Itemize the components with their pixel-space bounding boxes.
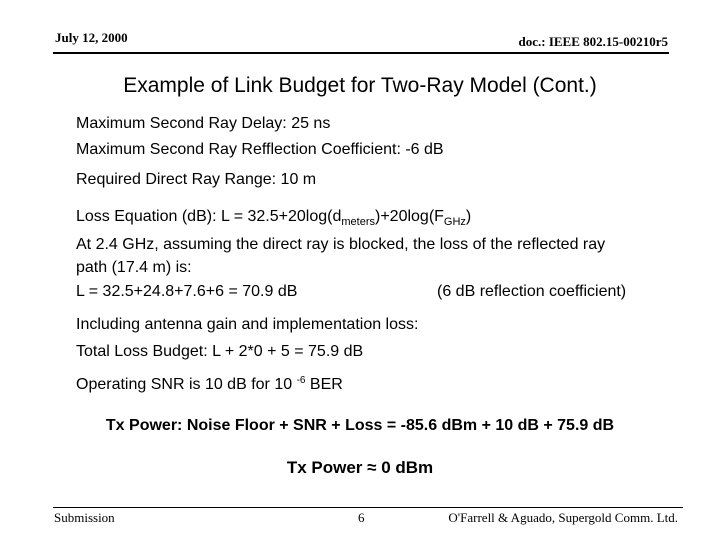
slide-title: Example of Link Budget for Two-Ray Model (Cont.) bbox=[123, 74, 597, 97]
including-line: Including antenna gain and implementation loss: bbox=[76, 316, 419, 333]
footer-page-number: 6 bbox=[358, 510, 365, 525]
loss-eq-prefix: Loss Equation (dB): L = 32.5+20log(d bbox=[76, 208, 342, 225]
assumption-line-1: At 2.4 GHz, assuming the direct ray is blocked, the loss of the reflected ray bbox=[76, 236, 606, 253]
reflection-note: (6 dB reflection coefficient) bbox=[437, 283, 627, 300]
assumption-line-2: path (17.4 m) is: bbox=[76, 259, 192, 276]
loss-calculation: L = 32.5+24.8+7.6+6 = 70.9 dB bbox=[76, 283, 298, 300]
loss-eq-mid: )+20log(F bbox=[375, 208, 444, 225]
snr-prefix: Operating SNR is 10 dB for 10 bbox=[76, 376, 297, 393]
loss-eq-suffix: ) bbox=[465, 208, 472, 225]
header-divider bbox=[53, 52, 669, 54]
tx-power-equation: Tx Power: Noise Floor + SNR + Loss = -85.6 dBm + 10 dB + 75.9 dB bbox=[105, 417, 615, 434]
header-date: July 12, 2000 bbox=[55, 30, 128, 45]
loss-eq-subscript-ghz: GHz bbox=[443, 216, 466, 228]
footer-authors: O'Farrell & Aguado, Supergold Comm. Ltd. bbox=[448, 510, 678, 525]
footer-divider bbox=[53, 507, 683, 508]
total-loss-line: Total Loss Budget: L + 2*0 + 5 = 75.9 dB bbox=[76, 343, 364, 360]
snr-exponent: -6 bbox=[296, 375, 306, 386]
footer-submission: Submission bbox=[54, 510, 115, 525]
header-doc-id: doc.: IEEE 802.15-00210r5 bbox=[518, 34, 668, 49]
snr-line bbox=[76, 376, 343, 394]
direct-range-line: Required Direct Ray Range: 10 m bbox=[76, 171, 317, 188]
tx-power-result: Tx Power ≈ 0 dBm bbox=[286, 458, 434, 477]
max-delay-line: Maximum Second Ray Delay: 25 ns bbox=[76, 115, 331, 132]
loss-equation-line bbox=[76, 208, 471, 226]
loss-eq-subscript-meters: meters bbox=[341, 216, 375, 228]
snr-suffix: BER bbox=[305, 376, 343, 393]
max-reflection-line: Maximum Second Ray Refflection Coefficient: -6 dB bbox=[76, 141, 444, 158]
